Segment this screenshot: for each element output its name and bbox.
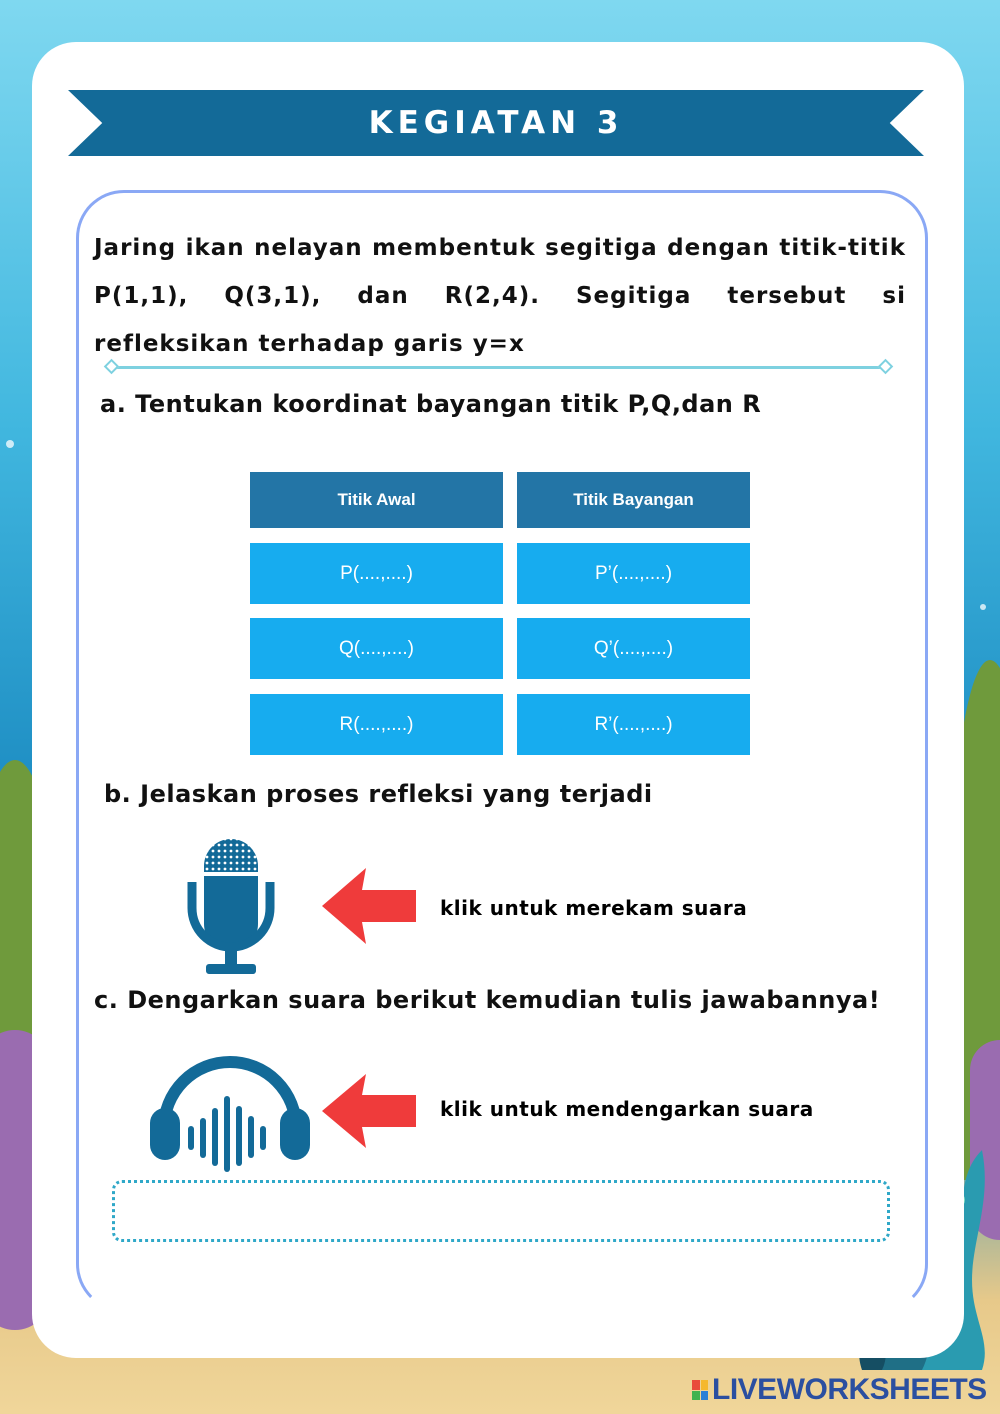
bubble: [980, 604, 986, 610]
liveworksheets-logo: [692, 1372, 992, 1408]
problem-statement: Jaring ikan nelayan membentuk segitiga dengan titik-titik P(1,1), Q(3,1), dan R(2,4). Segitiga tersebut si refleksikan terhadap garis y=x: [94, 235, 906, 357]
record-hint[interactable]: klik untuk merekam suara: [440, 896, 748, 920]
microphone-icon[interactable]: [186, 830, 276, 976]
table-header-image: Titik Bayangan: [517, 472, 750, 528]
brand-text: LIVEWORKSHEETS: [712, 1373, 987, 1406]
divider: [112, 366, 888, 369]
cell-r-initial[interactable]: R(....,....): [250, 694, 503, 755]
cell-p-initial[interactable]: P(....,....): [250, 543, 503, 604]
answer-input[interactable]: [112, 1180, 890, 1242]
cell-p-image[interactable]: P’(....,....): [517, 543, 750, 604]
arrow-left-icon: [322, 1074, 416, 1148]
headphones-icon[interactable]: [148, 1046, 312, 1176]
table-header-initial: Titik Awal: [250, 472, 503, 528]
page-title: KEGIATAN 3: [368, 105, 624, 141]
brand-icon: [692, 1380, 708, 1400]
bubble: [6, 440, 14, 448]
cell-q-image[interactable]: Q’(....,....): [517, 618, 750, 679]
question-b-label: b. Jelaskan proses refleksi yang terjadi: [104, 780, 653, 808]
cell-r-image[interactable]: R’(....,....): [517, 694, 750, 755]
question-c-label: c. Dengarkan suara berikut kemudian tulis jawabannya!: [94, 986, 881, 1014]
listen-hint[interactable]: klik untuk mendengarkan suara: [440, 1097, 814, 1121]
cell-q-initial[interactable]: Q(....,....): [250, 618, 503, 679]
arrow-left-icon: [322, 868, 416, 944]
question-a-label: a. Tentukan koordinat bayangan titik P,Q,dan R: [100, 390, 762, 418]
